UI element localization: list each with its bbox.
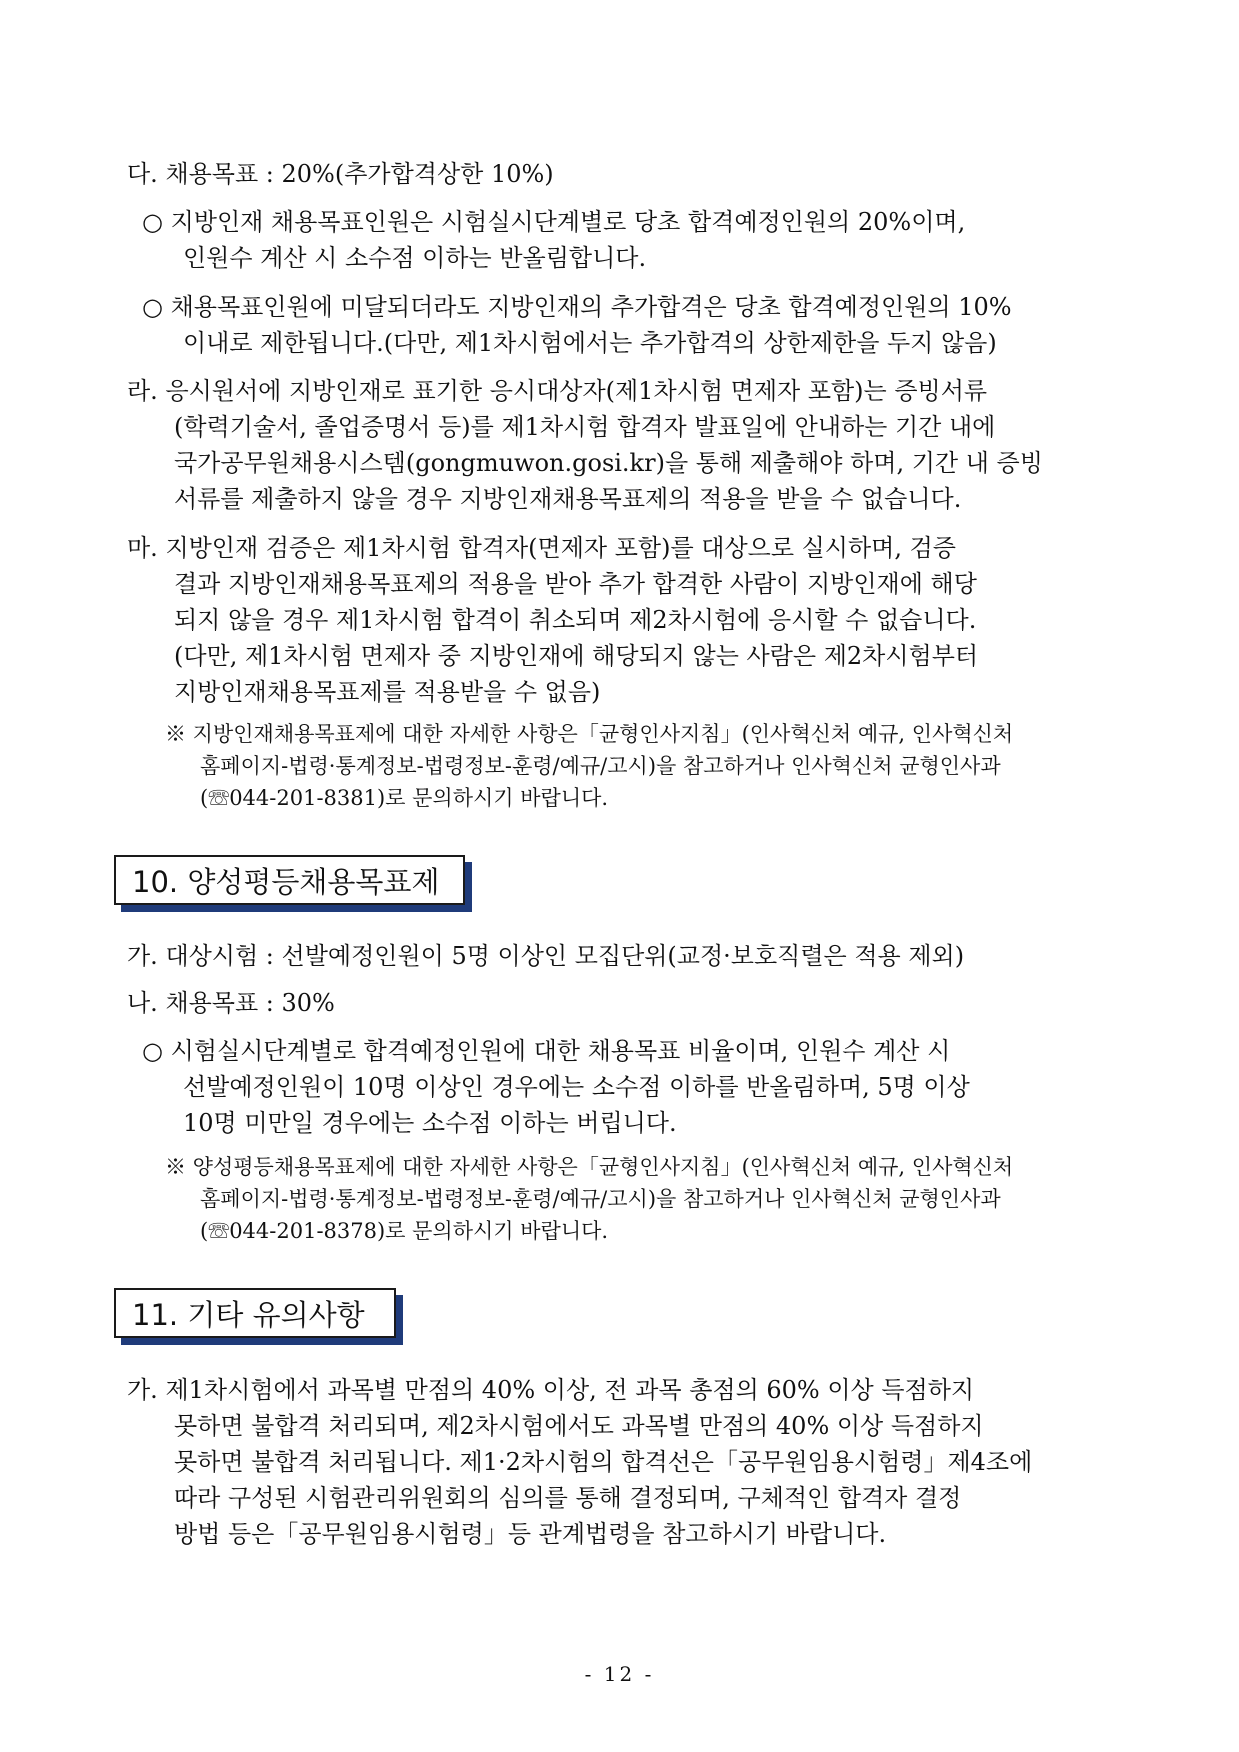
section-11-heading: 11. 기타 유의사항 bbox=[114, 1288, 396, 1338]
item-ra-line: 서류를 제출하지 않을 경우 지방인재채용목표제의 적용을 받을 수 없습니다. bbox=[174, 485, 962, 513]
item-ga-line: 가. 대상시험 : 선발예정인원이 5명 이상인 모집단위(교정·보호직렬은 적용 제외) bbox=[127, 942, 965, 970]
bullet-line: 인원수 계산 시 소수점 이하는 반올림합니다. bbox=[183, 244, 647, 272]
page-number: - 12 - bbox=[584, 1662, 655, 1686]
note-line: (☏044-201-8381)로 문의하시기 바랍니다. bbox=[200, 786, 609, 810]
note-line: (☏044-201-8378)로 문의하시기 바랍니다. bbox=[200, 1219, 609, 1243]
item-ra-line: 국가공무원채용시스템(gongmuwon.gosi.kr)을 통해 제출해야 하며, 기간 내 증빙 bbox=[174, 449, 1043, 477]
bullet-line: 10명 미만일 경우에는 소수점 이하는 버립니다. bbox=[183, 1109, 677, 1137]
item-da-title: 다. 채용목표 : 20%(추가합격상한 10%) bbox=[127, 160, 554, 188]
note-line: 홈페이지-법령·통계정보-법령정보-훈령/예규/고시)을 참고하거나 인사혁신처 균형인사과 bbox=[200, 754, 1001, 778]
item-ma-line: (다만, 제1차시험 면제자 중 지방인재에 해당되지 않는 사람은 제2차시험부터 bbox=[174, 642, 979, 670]
item-ma-line: 되지 않을 경우 제1차시험 합격이 취소되며 제2차시험에 응시할 수 없습니다. bbox=[174, 606, 977, 634]
bullet-line: ○ 채용목표인원에 미달되더라도 지방인재의 추가합격은 당초 합격예정인원의 10% bbox=[142, 293, 1012, 321]
item-ga-line: 방법 등은「공무원임용시험령」등 관계법령을 참고하시기 바랍니다. bbox=[174, 1520, 887, 1548]
note-line: ※ 지방인재채용목표제에 대한 자세한 사항은「균형인사지침」(인사혁신처 예규, 인사혁신처 bbox=[165, 722, 1014, 746]
item-ga-line: 따라 구성된 시험관리위원회의 심의를 통해 결정되며, 구체적인 합격자 결정 bbox=[174, 1484, 962, 1512]
item-ma-line: 결과 지방인재채용목표제의 적용을 받아 추가 합격한 사람이 지방인재에 해당 bbox=[174, 570, 977, 598]
item-ga-line: 못하면 불합격 처리되며, 제2차시험에서도 과목별 만점의 40% 이상 득점하지 bbox=[174, 1412, 984, 1440]
item-ma-line: 지방인재채용목표제를 적용받을 수 없음) bbox=[174, 678, 601, 706]
bullet-line: ○ 시험실시단계별로 합격예정인원에 대한 채용목표 비율이며, 인원수 계산 시 bbox=[142, 1037, 951, 1065]
item-ga-line: 가. 제1차시험에서 과목별 만점의 40% 이상, 전 과목 총점의 60% 이상 득점하지 bbox=[127, 1376, 975, 1404]
item-ra-line: 라. 응시원서에 지방인재로 표기한 응시대상자(제1차시험 면제자 포함)는 증빙서류 bbox=[127, 377, 988, 405]
section-10-heading: 10. 양성평등채용목표제 bbox=[114, 855, 465, 905]
note-line: ※ 양성평등채용목표제에 대한 자세한 사항은「균형인사지침」(인사혁신처 예규, 인사혁신처 bbox=[165, 1155, 1014, 1179]
bullet-line: 이내로 제한됩니다.(다만, 제1차시험에서는 추가합격의 상한제한을 두지 않음) bbox=[183, 329, 997, 357]
note-line: 홈페이지-법령·통계정보-법령정보-훈령/예규/고시)을 참고하거나 인사혁신처 균형인사과 bbox=[200, 1187, 1001, 1211]
item-ra-line: (학력기술서, 졸업증명서 등)를 제1차시험 합격자 발표일에 안내하는 기간 내에 bbox=[174, 413, 996, 441]
item-ma-line: 마. 지방인재 검증은 제1차시험 합격자(면제자 포함)를 대상으로 실시하며, 검증 bbox=[127, 534, 956, 562]
bullet-line: 선발예정인원이 10명 이상인 경우에는 소수점 이하를 반올림하며, 5명 이상 bbox=[183, 1073, 970, 1101]
item-ga-line: 못하면 불합격 처리됩니다. 제1·2차시험의 합격선은「공무원임용시험령」제4조에 bbox=[174, 1448, 1033, 1476]
bullet-line: ○ 지방인재 채용목표인원은 시험실시단계별로 당초 합격예정인원의 20%이며, bbox=[142, 208, 966, 236]
item-na-line: 나. 채용목표 : 30% bbox=[127, 989, 335, 1017]
